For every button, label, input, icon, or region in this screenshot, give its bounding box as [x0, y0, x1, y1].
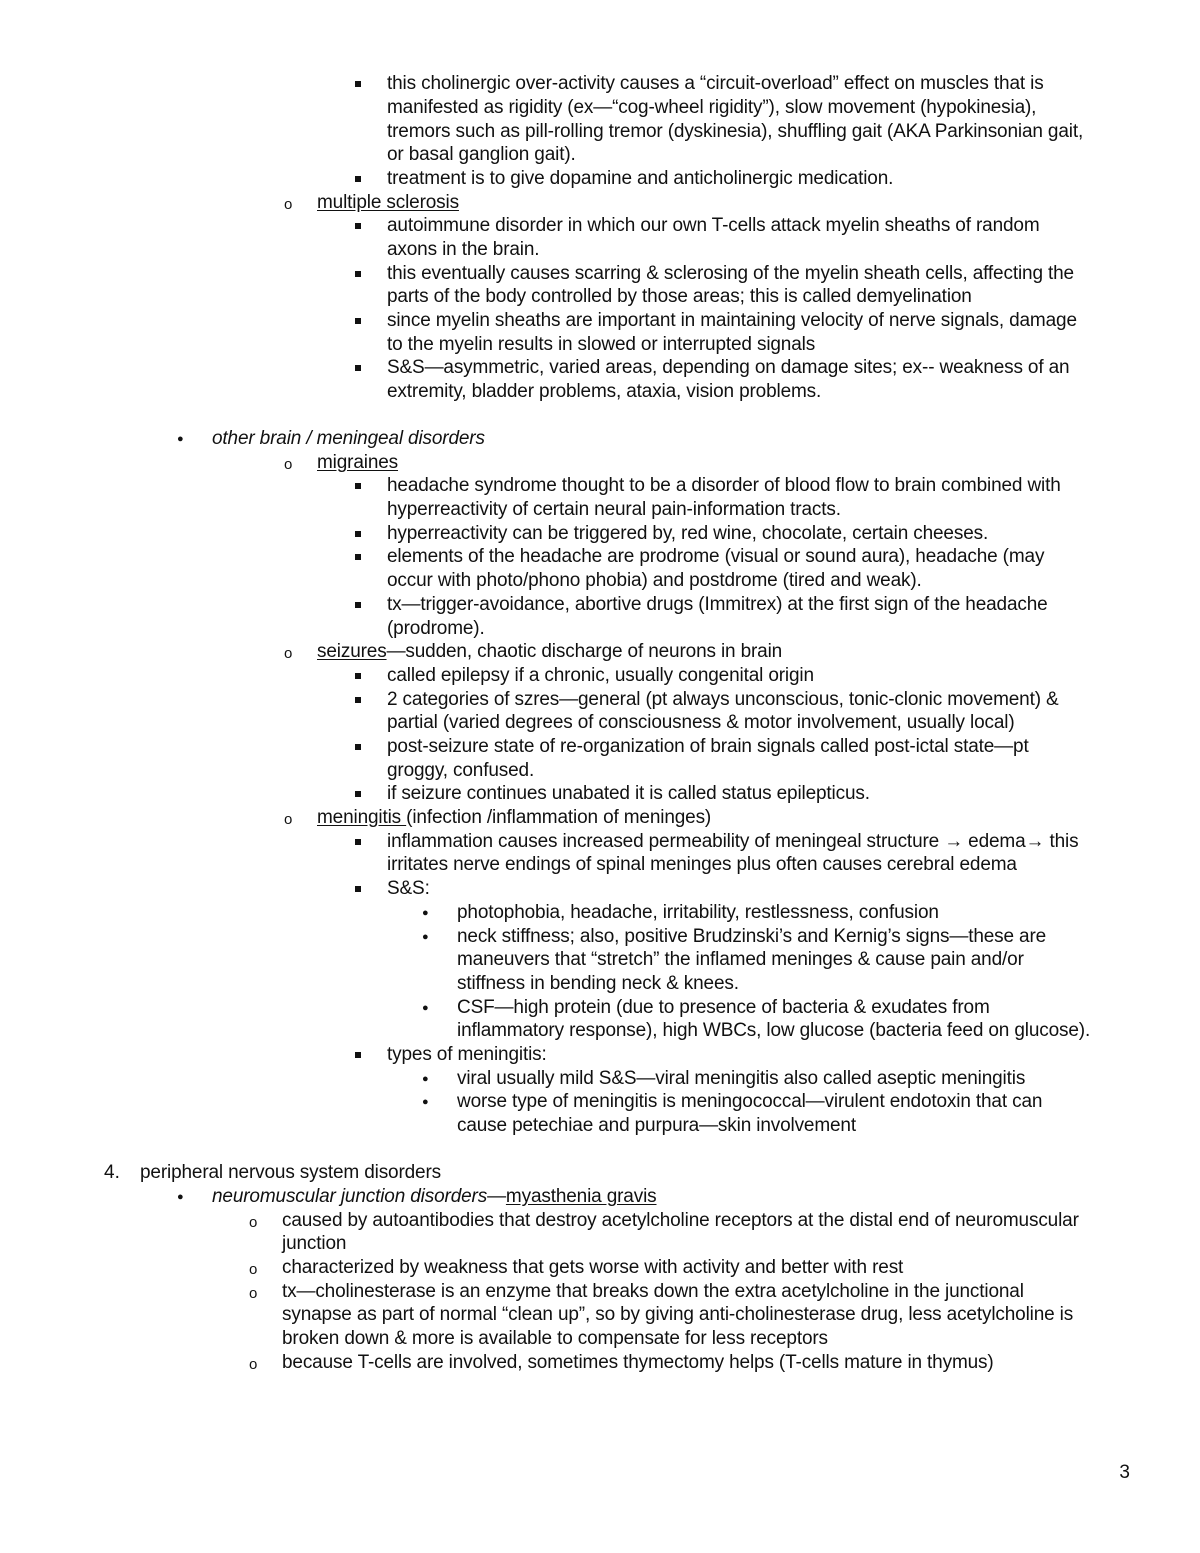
square-bullet-icon: [355, 223, 361, 229]
text-line: [387, 711, 1015, 735]
square-bullet-icon: [355, 554, 361, 560]
text-line: [387, 120, 1083, 144]
text-line: [387, 356, 1069, 380]
text-span: manifested as rigidity (ex—“cog-wheel rigidity”), slow movement (hypokinesia),: [387, 97, 1037, 118]
text-line: [387, 735, 1029, 759]
text-line: [282, 1327, 828, 1351]
text-line: [457, 925, 1046, 949]
text-span: extremity, bladder problems, ataxia, vision problems.: [387, 381, 822, 402]
round-bullet-icon: ●: [177, 1191, 184, 1203]
text-line: [387, 759, 534, 783]
text-span: 2 categories of szres—general (pt always unconscious, tonic-clonic movement) &: [387, 689, 1059, 710]
text-line: [212, 427, 485, 451]
text-line: [387, 593, 1048, 617]
text-line: [387, 262, 1074, 286]
text-line: [317, 806, 711, 830]
text-span: headache syndrome thought to be a disorder of blood flow to brain combined with: [387, 475, 1061, 496]
square-bullet-icon: [355, 365, 361, 371]
text-span: cause petechiae and purpura—skin involvement: [457, 1115, 856, 1136]
text-span: (prodrome).: [387, 618, 485, 639]
text-line: [457, 996, 990, 1020]
text-span: autoimmune disorder in which our own T-cells attack myelin sheaths of random: [387, 215, 1040, 236]
text-line: [282, 1303, 1073, 1327]
text-span: neck stiffness; also, positive Brudzinski’s and Kernig’s signs—these are: [457, 926, 1047, 947]
text-span: worse type of meningitis is meningococcal—virulent endotoxin that can: [457, 1091, 1043, 1112]
square-bullet-icon: [355, 531, 361, 537]
text-line: [387, 333, 815, 357]
text-line: [387, 853, 1017, 877]
list-number: 4.: [104, 1162, 120, 1183]
text-line: [317, 191, 459, 215]
round-bullet-icon: ●: [422, 907, 429, 919]
text-line: [387, 1043, 547, 1067]
text-line: [457, 1067, 1025, 1091]
circle-bullet-icon: o: [284, 196, 293, 213]
round-bullet-icon: ●: [177, 433, 184, 445]
text-span: characterized by weakness that gets worse with activity and better with rest: [282, 1257, 904, 1278]
text-line: [457, 1019, 1090, 1043]
text-span: because T-cells are involved, sometimes thymectomy helps (T-cells mature in thymus): [282, 1352, 994, 1373]
text-line: [212, 1185, 657, 1209]
text-line: [387, 569, 922, 593]
text-span: —: [487, 1186, 506, 1207]
square-bullet-icon: [355, 1052, 361, 1058]
text-span: types of meningitis:: [387, 1044, 547, 1065]
round-bullet-icon: ●: [422, 1096, 429, 1108]
circle-bullet-icon: o: [249, 1214, 258, 1231]
square-bullet-icon: [355, 697, 361, 703]
text-span: other brain / meningeal disorders: [212, 428, 485, 449]
text-line: [140, 1161, 441, 1185]
text-span: occur with photo/phono phobia) and postdrome (tired and weak).: [387, 570, 922, 591]
circle-bullet-icon: o: [284, 811, 293, 828]
text-span: inflammation causes increased permeability of meningeal structure → edema→ this: [387, 831, 1079, 852]
text-line: [387, 830, 1078, 854]
text-span: caused by autoantibodies that destroy acetylcholine receptors at the distal end of neuromuscular: [282, 1210, 1079, 1231]
square-bullet-icon: [355, 271, 361, 277]
text-span: to the myelin results in slowed or interrupted signals: [387, 334, 816, 355]
text-line: [387, 782, 870, 806]
page-number: 3: [1119, 1462, 1130, 1483]
square-bullet-icon: [355, 673, 361, 679]
text-line: [387, 309, 1077, 333]
text-line: [457, 1114, 856, 1138]
text-span: axons in the brain.: [387, 239, 540, 260]
text-span: tremors such as pill-rolling tremor (dyskinesia), shuffling gait (AKA Parkinsonian gait,: [387, 121, 1084, 142]
text-line: [457, 948, 1024, 972]
text-span: hyperreactivity can be triggered by, red wine, chocolate, certain cheeses.: [387, 523, 989, 544]
text-span: hyperreactivity of certain neural pain-information tracts.: [387, 499, 841, 520]
text-span: —sudden, chaotic discharge of neurons in brain: [386, 641, 783, 662]
text-span: called epilepsy if a chronic, usually congenital origin: [387, 665, 814, 686]
circle-bullet-icon: o: [249, 1261, 258, 1278]
text-span: meningitis: [317, 807, 407, 828]
text-span: this cholinergic over-activity causes a “circuit-overload” effect on muscles that is: [387, 73, 1044, 94]
text-span: seizures: [317, 641, 387, 662]
text-line: [387, 617, 485, 641]
circle-bullet-icon: o: [249, 1285, 258, 1302]
text-line: [387, 285, 972, 309]
text-line: [457, 1090, 1042, 1114]
text-line: [387, 380, 821, 404]
square-bullet-icon: [355, 483, 361, 489]
text-line: [282, 1209, 1079, 1233]
square-bullet-icon: [355, 791, 361, 797]
text-span: junction: [282, 1233, 347, 1254]
text-span: (infection /inflammation of meninges): [406, 807, 712, 828]
circle-bullet-icon: o: [249, 1356, 258, 1373]
text-line: [387, 167, 893, 191]
text-line: [317, 451, 398, 475]
text-span: tx—trigger-avoidance, abortive drugs (Immitrex) at the first sign of the headache: [387, 594, 1048, 615]
text-span: multiple sclerosis: [317, 192, 459, 213]
text-line: [282, 1280, 1024, 1304]
text-line: [282, 1232, 346, 1256]
text-span: this eventually causes scarring & sclerosing of the myelin sheath cells, affecting the: [387, 263, 1074, 284]
text-span: CSF—high protein (due to presence of bacteria & exudates from: [457, 997, 990, 1018]
text-line: [387, 877, 430, 901]
text-line: [387, 522, 988, 546]
text-span: viral usually mild S&S—viral meningitis also called aseptic meningitis: [457, 1068, 1026, 1089]
square-bullet-icon: [355, 744, 361, 750]
text-line: [457, 972, 739, 996]
square-bullet-icon: [355, 81, 361, 87]
text-span: since myelin sheaths are important in maintaining velocity of nerve signals, damage: [387, 310, 1077, 331]
text-line: [387, 664, 814, 688]
text-span: parts of the body controlled by those areas; this is called demyelination: [387, 286, 972, 307]
text-span: myasthenia gravis: [505, 1186, 657, 1207]
text-line: [387, 214, 1040, 238]
text-span: elements of the headache are prodrome (visual or sound aura), headache (may: [387, 546, 1045, 567]
circle-bullet-icon: o: [284, 456, 293, 473]
text-span: if seizure continues unabated it is called status epilepticus.: [387, 783, 870, 804]
text-line: [387, 545, 1044, 569]
round-bullet-icon: ●: [422, 931, 429, 943]
text-span: stiffness in bending neck & knees.: [457, 973, 739, 994]
text-span: tx—cholinesterase is an enzyme that breaks down the extra acetylcholine in the junctional: [282, 1281, 1024, 1302]
square-bullet-icon: [355, 318, 361, 324]
text-span: broken down & more is available to compensate for less receptors: [282, 1328, 828, 1349]
text-span: treatment is to give dopamine and anticholinergic medication.: [387, 168, 894, 189]
square-bullet-icon: [355, 602, 361, 608]
text-span: maneuvers that “stretch” the inflamed meninges & cause pain and/or: [457, 949, 1024, 970]
round-bullet-icon: ●: [422, 1002, 429, 1014]
text-span: S&S—asymmetric, varied areas, depending on damage sites; ex-- weakness of an: [387, 357, 1070, 378]
text-line: [387, 143, 576, 167]
text-span: inflammatory response), high WBCs, low glucose (bacteria feed on glucose).: [457, 1020, 1091, 1041]
text-line: [282, 1256, 903, 1280]
text-line: [387, 72, 1044, 96]
text-span: groggy, confused.: [387, 760, 535, 781]
round-bullet-icon: ●: [422, 1073, 429, 1085]
text-span: migraines: [317, 452, 399, 473]
text-line: [317, 640, 782, 664]
text-span: synapse as part of normal “clean up”, so by giving anti-cholinesterase drug, less acetylcholine is: [282, 1304, 1074, 1325]
text-line: [387, 474, 1061, 498]
text-line: [387, 498, 841, 522]
text-span: peripheral nervous system disorders: [140, 1162, 441, 1183]
circle-bullet-icon: o: [284, 645, 293, 662]
text-span: or basal ganglion gait).: [387, 144, 576, 165]
text-span: post-seizure state of re-organization of brain signals called post-ictal state—pt: [387, 736, 1029, 757]
text-span: S&S:: [387, 878, 430, 899]
text-span: neuromuscular junction disorders: [212, 1186, 488, 1207]
square-bullet-icon: [355, 886, 361, 892]
text-span: photophobia, headache, irritability, restlessness, confusion: [457, 902, 939, 923]
square-bullet-icon: [355, 839, 361, 845]
text-line: [282, 1351, 994, 1375]
text-span: partial (varied degrees of consciousness & motor involvement, usually local): [387, 712, 1015, 733]
text-span: irritates nerve endings of spinal meninges plus often causes cerebral edema: [387, 854, 1017, 875]
text-line: [457, 901, 939, 925]
square-bullet-icon: [355, 176, 361, 182]
text-line: [387, 238, 539, 262]
text-line: [387, 96, 1036, 120]
text-line: [387, 688, 1059, 712]
